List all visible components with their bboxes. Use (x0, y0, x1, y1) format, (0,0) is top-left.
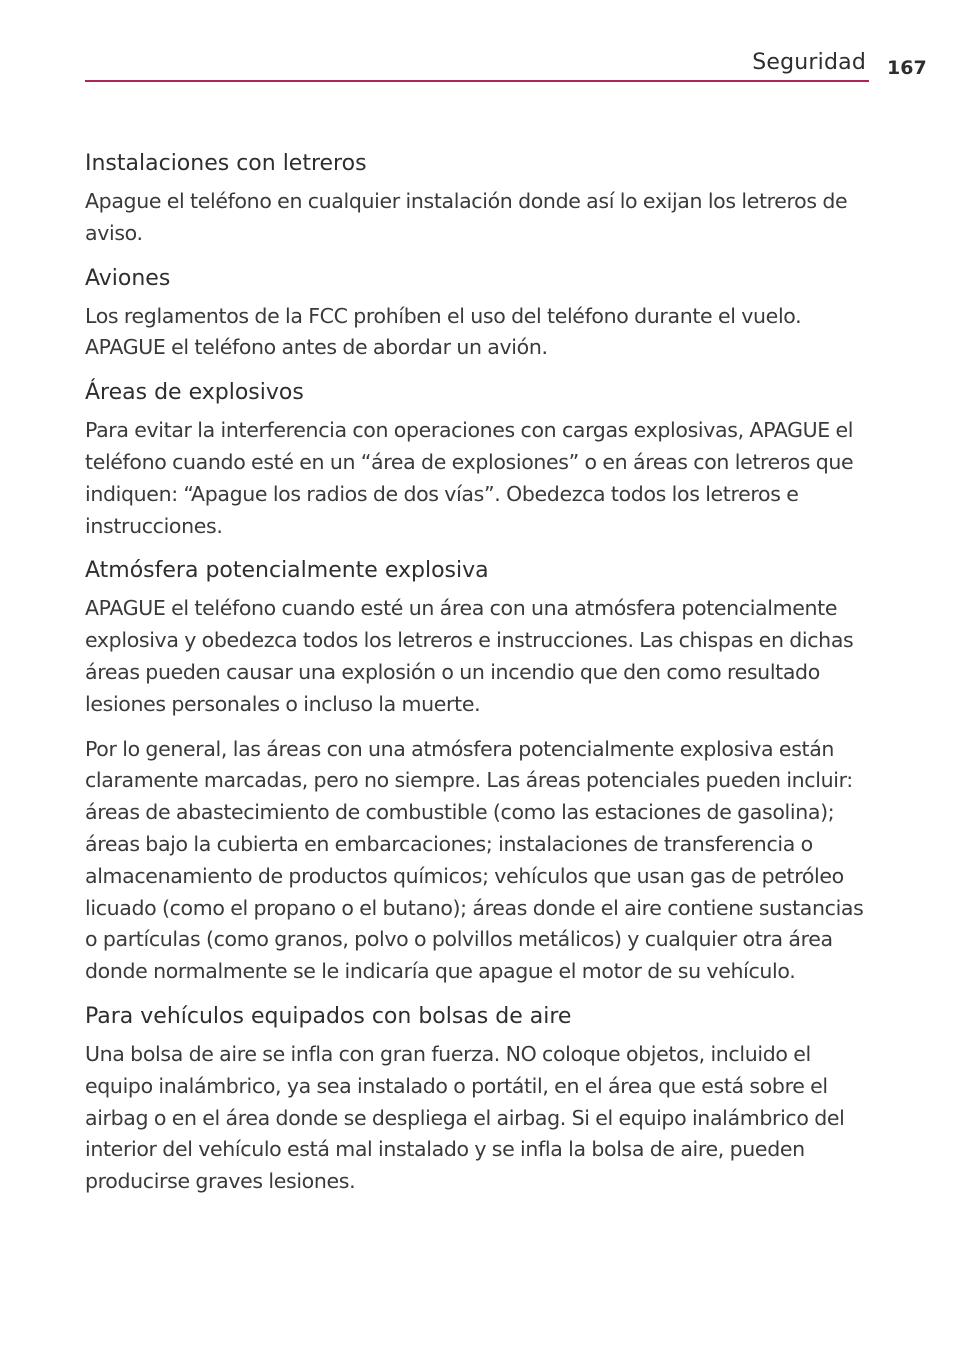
section-title: Áreas de explosivos (85, 380, 304, 406)
section-atmosfera (85, 555, 877, 988)
section-paragraph: Los reglamentos de la FCC prohíben el uso del teléfono durante el vuelo. APAGUE el teléfono antes de abordar un avión. (85, 303, 802, 360)
section-title: Aviones (85, 265, 171, 291)
section-explosivos (85, 377, 877, 542)
section-paragraph: Una bolsa de aire se infla con gran fuerza. NO coloque objetos, incluido el equipo inalámbrico, ya sea instalado o portátil, en el área que está sobre el airbag o en el área donde se despliega el airbag. Si el equipo inalámbrico del interior del vehículo está mal instalado y se infla la bolsa de aire, pueden producirse graves lesiones. (85, 1041, 845, 1194)
page-content (85, 148, 877, 1211)
section-paragraph: Por lo general, las áreas con una atmósfera potencialmente explosiva están claramente marcadas, pero no siempre. Las áreas potenciales pueden incluir: áreas de abastecimiento de combustible (como las estaciones de gasolina); áreas bajo la cubierta en embarcaciones; instalaciones de transferencia o almacenamiento de productos químicos; vehículos que usan gas de petróleo licuado (como el propano o el butano); áreas donde el aire contiene sustancias o partículas (como granos, polvo o polvillos metálicos) y cualquier otra área donde normalmente se le indicaría que apague el motor de su vehículo. (85, 736, 864, 984)
header-rule (85, 80, 869, 82)
page-number: 167 (887, 57, 927, 79)
section-paragraph: APAGUE el teléfono cuando esté un área con una atmósfera potencialmente explosiva y obedezca todos los letreros e instrucciones. Las chispas en dichas áreas pueden causar una explosión o un incendio que den como resultado lesiones personales o incluso la muerte. (85, 596, 854, 716)
header-title: Seguridad (752, 50, 866, 75)
page-header (0, 0, 954, 90)
section-title: Atmósfera potencialmente explosiva (85, 558, 489, 584)
section-paragraph: Apague el teléfono en cualquier instalación donde así lo exijan los letreros de aviso. (85, 189, 848, 245)
section-instalaciones (85, 148, 877, 250)
section-title: Instalaciones con letreros (85, 151, 367, 176)
section-bolsas-de-aire (85, 1001, 877, 1198)
section-aviones (85, 263, 877, 365)
section-title: Para vehículos equipados con bolsas de aire (85, 1003, 572, 1029)
section-paragraph: Para evitar la interferencia con operaciones con cargas explosivas, APAGUE el teléfono cuando esté en un “área de explosiones” o en áreas con letreros que indiquen: “Apague los radios de dos vías”. Obedezca todos los letreros e instrucciones. (85, 418, 854, 538)
